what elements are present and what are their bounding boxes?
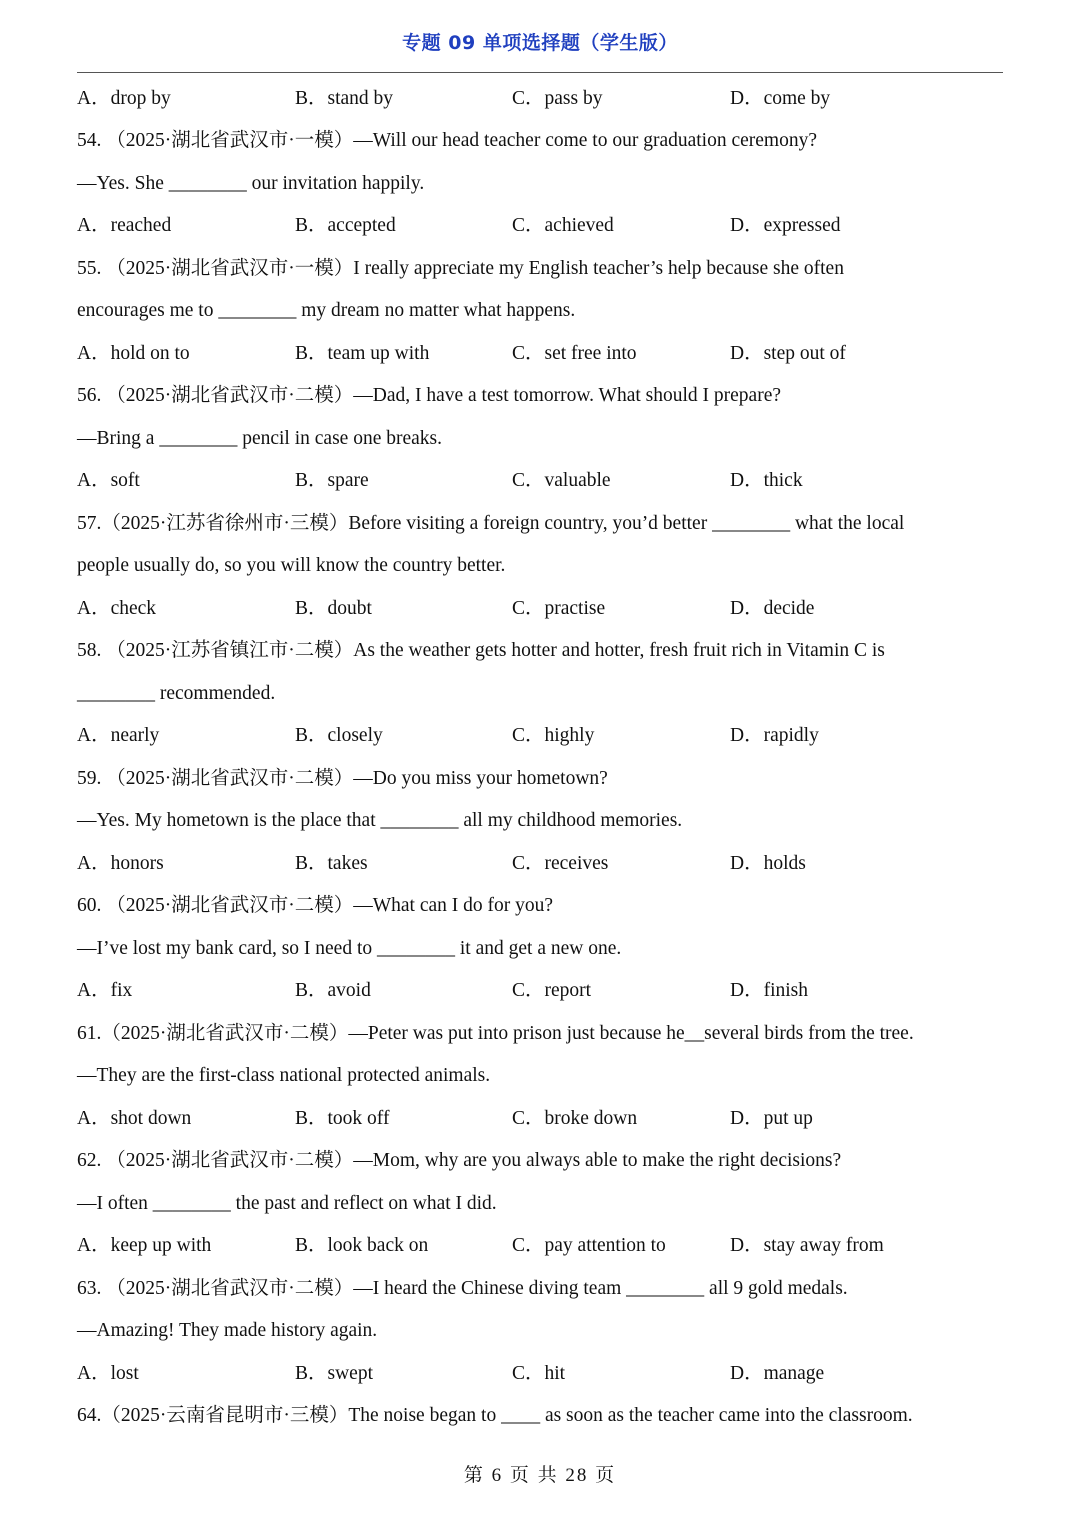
option-c: C．highly	[512, 725, 595, 746]
option-a: A．lost	[77, 1363, 139, 1384]
option-b: B．avoid	[295, 980, 371, 1001]
option-b: B．closely	[295, 725, 383, 746]
header-divider	[77, 72, 1003, 73]
option-c: C．set free into	[512, 343, 637, 364]
option-c: C．report	[512, 980, 592, 1001]
option-c: C．hit	[512, 1363, 566, 1384]
option-c: C．pay attention to	[512, 1235, 666, 1256]
option-d: D．stay away from	[730, 1235, 884, 1256]
question-57-stem-cont: people usually do, so you will know the country better.	[77, 555, 506, 576]
option-a: A．drop by	[77, 88, 171, 109]
option-b: B．look back on	[295, 1235, 429, 1256]
option-a: A．hold on to	[77, 343, 190, 364]
option-a: A．soft	[77, 470, 140, 491]
option-d: D．rapidly	[730, 725, 819, 746]
question-58-stem-cont: ________ recommended.	[77, 683, 276, 704]
question-63-stem: 63. （2025·湖北省武汉市·二模）—I heard the Chinese diving team ________ all 9 gold medals.	[77, 1278, 848, 1299]
question-60-reply: —I’ve lost my bank card, so I need to ________ it and get a new one.	[77, 938, 622, 959]
question-61-stem: 61.（2025·湖北省武汉市·二模）—Peter was put into prison just because he__several birds from the tree.	[77, 1023, 914, 1044]
question-59-reply: —Yes. My hometown is the place that ________ all my childhood memories.	[77, 810, 683, 831]
question-55-stem-cont: encourages me to ________ my dream no matter what happens.	[77, 300, 576, 321]
option-a: A．reached	[77, 215, 172, 236]
question-54-stem: 54. （2025·湖北省武汉市·一模）—Will our head teacher come to our graduation ceremony?	[77, 130, 818, 151]
option-d: D．finish	[730, 980, 809, 1001]
option-a: A．shot down	[77, 1108, 192, 1129]
question-60-stem: 60. （2025·湖北省武汉市·二模）—What can I do for you?	[77, 895, 554, 916]
option-b: B．takes	[295, 853, 368, 874]
page-header-title: 专题 09 单项选择题（学生版）	[402, 32, 678, 54]
option-d: D．decide	[730, 598, 815, 619]
option-c: C．receives	[512, 853, 609, 874]
option-d: D．step out of	[730, 343, 846, 364]
option-b: B．swept	[295, 1363, 374, 1384]
option-c: C．pass by	[512, 88, 603, 109]
option-d: D．thick	[730, 470, 803, 491]
question-63-reply: —Amazing! They made history again.	[77, 1320, 378, 1341]
option-c: C．broke down	[512, 1108, 638, 1129]
option-b: B．doubt	[295, 598, 372, 619]
option-a: A．keep up with	[77, 1235, 212, 1256]
option-b: B．took off	[295, 1108, 390, 1129]
question-62-reply: —I often ________ the past and reflect on what I did.	[77, 1193, 497, 1214]
question-58-stem: 58. （2025·江苏省镇江市·二模）As the weather gets hotter and hotter, fresh fruit rich in Vitamin C is	[77, 640, 885, 661]
option-a: A．honors	[77, 853, 164, 874]
option-b: B．team up with	[295, 343, 430, 364]
page-number-footer: 第 6 页 共 28 页	[463, 1465, 617, 1486]
question-59-stem: 59. （2025·湖北省武汉市·二模）—Do you miss your hometown?	[77, 768, 608, 789]
option-d: D．put up	[730, 1108, 813, 1129]
option-a: A．check	[77, 598, 157, 619]
option-b: B．accepted	[295, 215, 396, 236]
question-56-stem: 56. （2025·湖北省武汉市·二模）—Dad, I have a test tomorrow. What should I prepare?	[77, 385, 782, 406]
option-d: D．holds	[730, 853, 806, 874]
option-c: C．valuable	[512, 470, 611, 491]
option-b: B．stand by	[295, 88, 394, 109]
question-56-reply: —Bring a ________ pencil in case one breaks.	[77, 428, 442, 449]
question-54-reply: —Yes. She ________ our invitation happily.	[77, 173, 425, 194]
question-62-stem: 62. （2025·湖北省武汉市·二模）—Mom, why are you always able to make the right decisions?	[77, 1150, 842, 1171]
option-d: D．come by	[730, 88, 831, 109]
question-64-stem: 64.（2025·云南省昆明市·三模）The noise began to ____ as soon as the teacher came into the classroom.	[77, 1405, 913, 1426]
question-57-stem: 57.（2025·江苏省徐州市·三模）Before visiting a foreign country, you’d better ________ what the local	[77, 513, 905, 534]
option-a: A．nearly	[77, 725, 160, 746]
option-c: C．practise	[512, 598, 606, 619]
option-d: D．manage	[730, 1363, 825, 1384]
option-a: A．fix	[77, 980, 133, 1001]
option-d: D．expressed	[730, 215, 841, 236]
option-c: C．achieved	[512, 215, 614, 236]
option-b: B．spare	[295, 470, 369, 491]
question-61-reply: —They are the first-class national protected animals.	[77, 1065, 491, 1086]
question-55-stem: 55. （2025·湖北省武汉市·一模）I really appreciate my English teacher’s help because she often	[77, 258, 844, 279]
